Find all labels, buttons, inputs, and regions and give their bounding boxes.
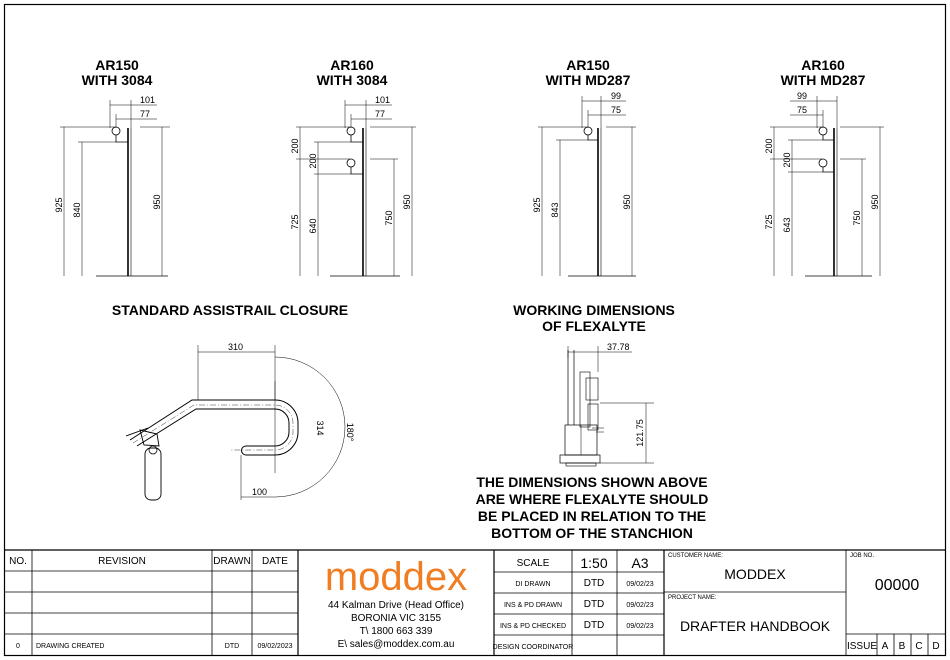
- dim-121-75: 121.75: [635, 419, 645, 447]
- project-name: DRAFTER HANDBOOK: [679, 618, 831, 634]
- rev-header-no: NO.: [9, 556, 27, 567]
- detail-title-line1: AR160: [801, 57, 845, 73]
- flexalyte-note-line1: THE DIMENSIONS SHOWN ABOVE: [476, 474, 708, 490]
- dim-925: 925: [54, 197, 64, 213]
- signoff-label: DI DRAWN: [515, 581, 551, 588]
- dim-100: 100: [252, 487, 268, 497]
- signoff-date: 09/02/23: [626, 623, 654, 630]
- flexalyte-detail: [476, 302, 709, 541]
- moddex-logo: moddex: [324, 555, 468, 599]
- dim-950: 950: [152, 194, 162, 210]
- dim-180-degrees: 180°: [345, 422, 355, 442]
- dim-640: 640: [308, 218, 318, 234]
- rev-row-date: 09/02/2023: [257, 643, 293, 650]
- title-block: [5, 550, 946, 656]
- dim-314: 314: [315, 420, 325, 436]
- sheet-size: A3: [631, 555, 649, 571]
- closure-detail: [112, 302, 355, 500]
- signoff-date: 09/02/23: [626, 602, 654, 609]
- signoff-by: DTD: [583, 599, 605, 610]
- job-label: JOB NO.: [850, 553, 875, 559]
- customer-label: CUSTOMER NAME:: [668, 553, 723, 559]
- dim-725: 725: [290, 214, 300, 230]
- dim-77: 77: [140, 109, 151, 119]
- issue-b: B: [898, 641, 906, 652]
- dim-99: 99: [797, 91, 808, 101]
- signoff-label: INS & PD DRAWN: [503, 602, 563, 609]
- customer-name: MODDEX: [724, 566, 786, 582]
- dim-310: 310: [228, 342, 244, 352]
- address-line4: E\ sales@moddex.com.au: [337, 639, 455, 650]
- dim-200-b: 200: [308, 153, 318, 169]
- detail-ar150-md287: [532, 57, 636, 276]
- dim-200-a: 200: [290, 138, 300, 154]
- detail-ar160-md287: [764, 57, 884, 276]
- project-label: PROJECT NAME:: [668, 595, 717, 601]
- dim-725: 725: [764, 214, 774, 230]
- dim-75: 75: [797, 105, 808, 115]
- dim-840: 840: [72, 202, 82, 218]
- flexalyte-note-line3: BE PLACED IN RELATION TO THE: [477, 508, 707, 524]
- address-line3: T\ 1800 663 339: [359, 626, 433, 637]
- flexalyte-note-line4: BOTTOM OF THE STANCHION: [491, 525, 693, 541]
- detail-title-line2: WITH MD287: [545, 72, 631, 88]
- rev-header-drawn: DRAWN: [213, 556, 251, 567]
- detail-ar160-3084: [290, 57, 416, 276]
- dim-925: 925: [532, 197, 542, 213]
- dim-99: 99: [611, 91, 622, 101]
- detail-title-line1: AR150: [95, 57, 139, 73]
- detail-title-line2: WITH MD287: [780, 72, 866, 88]
- dim-200-a: 200: [764, 138, 774, 154]
- job-number: 00000: [874, 577, 920, 594]
- dim-101: 101: [140, 95, 156, 105]
- rev-header-date: DATE: [262, 556, 288, 567]
- issue-d: D: [932, 641, 940, 652]
- signoff-label: INS & PD CHECKED: [499, 623, 567, 630]
- issue-a: A: [881, 641, 889, 652]
- detail-ar150-3084: [54, 57, 170, 276]
- scale-label: SCALE: [516, 558, 550, 569]
- detail-title-line1: AR160: [330, 57, 374, 73]
- signoff-by: DTD: [583, 578, 605, 589]
- detail-title-line1: AR150: [566, 57, 610, 73]
- detail-title-line2: WITH 3084: [316, 72, 388, 88]
- signoff-date: 09/02/23: [626, 581, 654, 588]
- dim-37-78: 37.78: [607, 342, 630, 352]
- dim-950: 950: [402, 194, 412, 210]
- flexalyte-title-line2: OF FLEXALYTE: [542, 318, 646, 334]
- signoff-label: DESIGN COORDINATOR: [492, 644, 574, 651]
- dim-950: 950: [870, 194, 880, 210]
- dim-75: 75: [611, 105, 622, 115]
- address-line2: BORONIA VIC 3155: [350, 613, 442, 624]
- issue-label: ISSUE: [846, 641, 878, 652]
- rev-row-drawn: DTD: [224, 643, 240, 650]
- dim-77: 77: [375, 109, 386, 119]
- dim-200-b: 200: [782, 152, 792, 168]
- dim-750: 750: [852, 210, 862, 226]
- flexalyte-title-line1: WORKING DIMENSIONS: [513, 302, 675, 318]
- dim-750: 750: [384, 210, 394, 226]
- detail-title-line2: WITH 3084: [81, 72, 153, 88]
- dim-843: 843: [550, 202, 560, 218]
- signoff-by: DTD: [583, 620, 605, 631]
- issue-c: C: [915, 641, 923, 652]
- flexalyte-note-line2: ARE WHERE FLEXALYTE SHOULD: [475, 491, 709, 507]
- address-line1: 44 Kalman Drive (Head Office): [328, 600, 464, 611]
- rev-header-revision: REVISION: [98, 556, 146, 567]
- scale-value: 1:50: [580, 555, 608, 571]
- dim-950: 950: [622, 194, 632, 210]
- dim-643: 643: [782, 217, 792, 233]
- rev-row-no: 0: [16, 643, 20, 650]
- closure-title: STANDARD ASSISTRAIL CLOSURE: [111, 302, 349, 318]
- rev-row-revision: DRAWING CREATED: [36, 643, 105, 650]
- dim-101: 101: [375, 95, 391, 105]
